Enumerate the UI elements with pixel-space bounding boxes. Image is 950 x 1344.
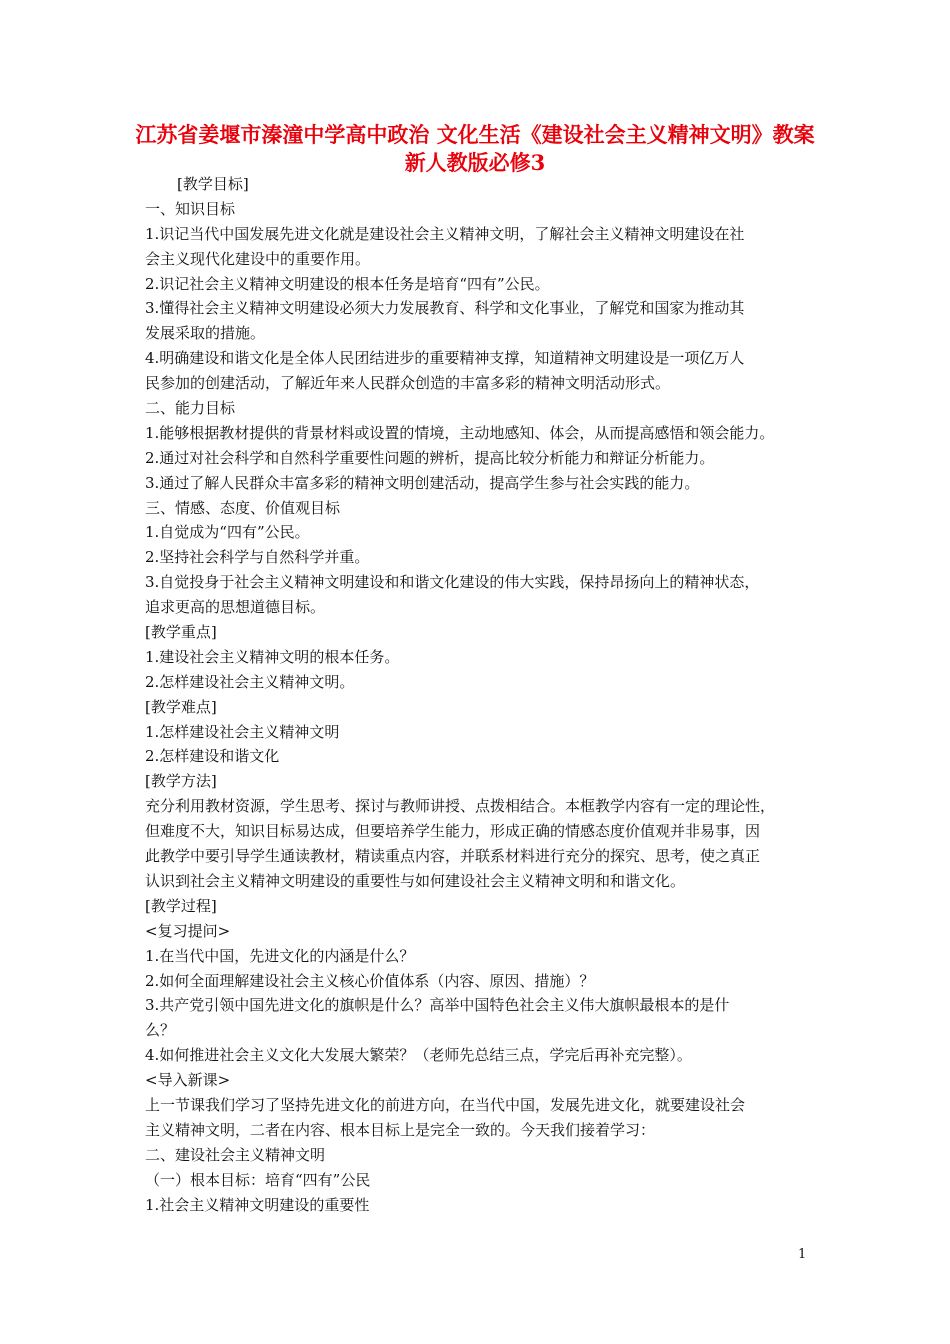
document-title: 江苏省姜堰市溱潼中学高中政治 文化生活《建设社会主义精神文明》教案 新人教版必修3 (135, 122, 815, 175)
document-body (145, 172, 825, 1217)
text-line: 3.通过了解人民群众丰富多彩的精神文明创建活动，提高学生参与社会实践的能力。 (145, 473, 700, 492)
text-line: 3.共产党引领中国先进文化的旗帜是什么？高举中国特色社会主义伟大旗帜最根本的是什 (145, 996, 730, 1015)
text-line: 一、知识目标 (145, 199, 236, 218)
text-line: 1.建设社会主义精神文明的根本任务。 (145, 647, 400, 666)
page-number: 1 (798, 1247, 807, 1262)
text-line: 1.能够根据教材提供的背景材料或设置的情境，主动地感知、体会，从而提高感悟和领会能力。 (145, 423, 775, 442)
text-line: 1.社会主义精神文明建设的重要性 (145, 1195, 370, 1214)
text-line: 4.明确建设和谐文化是全体人民团结进步的重要精神支撑，知道精神文明建设是一项亿万人 (145, 349, 745, 368)
text-line: 追求更高的思想道德目标。 (145, 598, 326, 617)
text-line: 2.通过对社会科学和自然科学重要性问题的辨析，提高比较分析能力和辩证分析能力。 (145, 448, 715, 467)
text-line: 上一节课我们学习了坚持先进文化的前进方向，在当代中国，发展先进文化，就要建设社会 (145, 1095, 746, 1114)
text-line: 2.如何全面理解建设社会主义核心价值体系（内容、原因、措施）？ (145, 971, 595, 990)
text-line: 2.怎样建设社会主义精神文明。 (145, 672, 355, 691)
text-line: 会主义现代化建设中的重要作用。 (145, 249, 371, 268)
text-line: 民参加的创建活动，了解近年来人民群众创造的丰富多彩的精神文明活动形式。 (145, 374, 671, 393)
text-line: [教学方法] (145, 772, 217, 791)
text-line: 发展采取的措施。 (145, 324, 266, 343)
text-line: [教学难点] (145, 697, 217, 716)
text-line: 1.在当代中国，先进文化的内涵是什么？ (145, 946, 415, 965)
text-line: 充分利用教材资源，学生思考、探讨与教师讲授、点拨相结合。本框教学内容有一定的理论性， (145, 797, 776, 816)
text-line: 2.坚持社会科学与自然科学并重。 (145, 548, 370, 567)
text-line: 二、能力目标 (145, 399, 236, 418)
text-line: <导入新课> (145, 1071, 231, 1090)
text-line: [教学重点] (145, 623, 217, 642)
text-line: 3.自觉投身于社会主义精神文明建设和和谐文化建设的伟大实践，保持昂扬向上的精神状态， (145, 573, 760, 592)
text-line: 么？ (145, 1021, 176, 1040)
text-line: [教学目标] (177, 175, 249, 193)
text-line: 2.怎样建设和谐文化 (145, 747, 280, 766)
text-line: 此教学中要引导学生通读教材，精读重点内容，并联系材料进行充分的探究、思考，使之真正 (145, 847, 761, 866)
text-line: 2.识记社会主义精神文明建设的根本任务是培育“四有”公民。 (145, 274, 550, 293)
text-line: （一）根本目标：培育“四有”公民 (145, 1170, 371, 1189)
text-line: 3.懂得社会主义精神文明建设必须大力发展教育、科学和文化事业，了解党和国家为推动其 (145, 299, 745, 318)
text-line: 1.识记当代中国发展先进文化就是建设社会主义精神文明，了解社会主义精神文明建设在社 (145, 224, 745, 243)
text-line: 主义精神文明，二者在内容、根本目标上是完全一致的。今天我们接着学习： (145, 1120, 656, 1139)
text-line: 1.怎样建设社会主义精神文明 (145, 722, 340, 741)
text-line: 4.如何推进社会主义文化大发展大繁荣？（老师先总结三点，学完后再补充完整）。 (145, 1046, 692, 1065)
text-line: 二、建设社会主义精神文明 (145, 1145, 326, 1164)
text-line: [教学过程] (145, 896, 217, 915)
text-line: 1.自觉成为“四有”公民。 (145, 523, 310, 542)
text-line: 但难度不大，知识目标易达成，但要培养学生能力，形成正确的情感态度价值观并非易事，因 (145, 822, 761, 841)
text-line: 认识到社会主义精神文明建设的重要性与如何建设社会主义精神文明和和谐文化。 (145, 871, 686, 890)
text-line: 三、情感、态度、价值观目标 (145, 498, 341, 517)
text-line: <复习提问> (145, 921, 231, 940)
